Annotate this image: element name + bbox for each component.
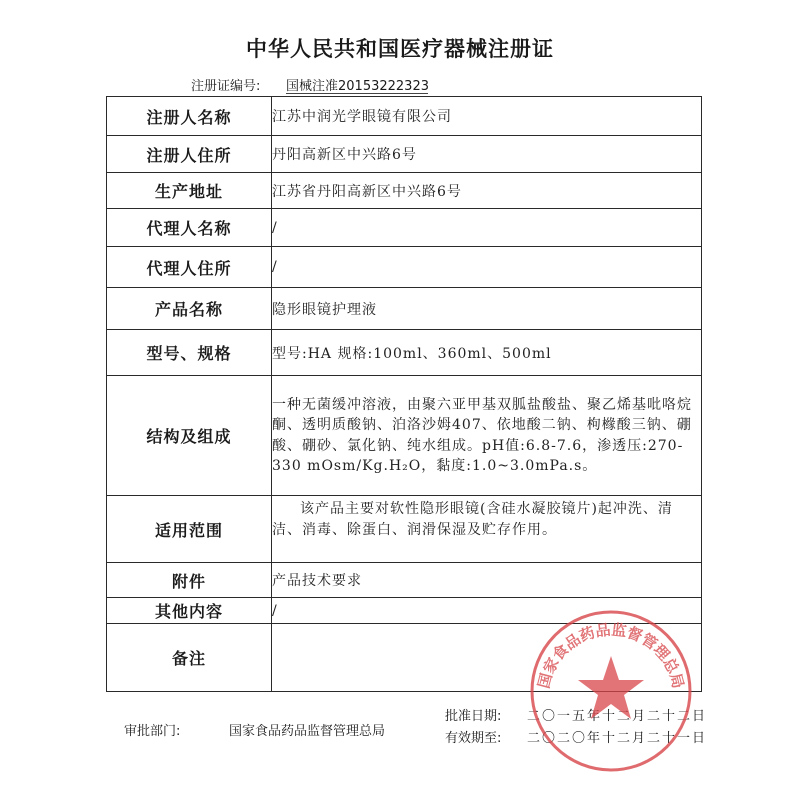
row-label: 其他内容 (107, 598, 272, 624)
seal-text: 国家食品药品监督管理总局 (534, 620, 688, 691)
row-label: 附件 (107, 563, 272, 598)
table-row (107, 376, 702, 496)
approval-date-label: 批准日期: (445, 709, 502, 724)
registration-number: 国械注准20153222323 (286, 79, 429, 94)
table-row (107, 247, 702, 288)
approval-dept: 国家食品药品监督管理总局 (229, 724, 386, 739)
row-value: / (272, 247, 702, 288)
table-row (107, 330, 702, 376)
valid-until: 二〇二〇年十二月二十一日 (527, 731, 708, 746)
row-value: 丹阳高新区中兴路6号 (272, 136, 702, 173)
row-label: 结构及组成 (107, 376, 272, 496)
row-value: / (272, 209, 702, 247)
row-label: 代理人名称 (107, 209, 272, 247)
row-label: 产品名称 (107, 288, 272, 330)
approval-date: 二〇一五年十二月二十二日 (527, 709, 708, 724)
row-label: 型号、规格 (107, 330, 272, 376)
table-row (107, 97, 702, 136)
row-label: 适用范围 (107, 496, 272, 563)
table-row (107, 496, 702, 563)
registration-table (106, 96, 702, 692)
official-seal (528, 608, 694, 774)
row-value: 江苏省丹阳高新区中兴路6号 (272, 173, 702, 209)
valid-until-label: 有效期至: (445, 731, 502, 746)
certificate-title: 中华人民共和国医疗器械注册证 (246, 37, 554, 61)
row-label: 生产地址 (107, 173, 272, 209)
table-row (107, 288, 702, 330)
row-value: 产品技术要求 (272, 563, 702, 598)
row-value: 隐形眼镜护理液 (272, 288, 702, 330)
registration-number-label: 注册证编号: (191, 79, 261, 94)
row-value: / (272, 598, 702, 624)
seal-star (578, 656, 644, 719)
row-label: 代理人住所 (107, 247, 272, 288)
row-value: 该产品主要对软性隐形眼镜(含硅水凝胶镜片)起冲洗、清洁、消毒、除蛋白、润滑保湿及贮存作用。 (272, 501, 673, 538)
approval-dept-label: 审批部门: (124, 724, 181, 739)
table-row (107, 209, 702, 247)
row-value-cell (272, 496, 702, 563)
row-label: 注册人住所 (107, 136, 272, 173)
row-label: 注册人名称 (107, 97, 272, 136)
row-value: 江苏中润光学眼镜有限公司 (272, 97, 702, 136)
table-row (107, 173, 702, 209)
row-value: 型号:HA 规格:100ml、360ml、500ml (272, 330, 702, 376)
registration-underline (286, 93, 428, 94)
row-value: 一种无菌缓冲溶液，由聚六亚甲基双胍盐酸盐、聚乙烯基吡咯烷酮、透明质酸钠、泊洛沙姆407、依地酸二钠、枸橼酸三钠、硼酸、硼砂、氯化钠、纯水组成。pH值:6.8-7.6，渗透压:270-330 mOsm/Kg.H₂O，黏度:1.0~3.0mPa.s。 (272, 376, 702, 496)
row-label: 备注 (107, 624, 272, 692)
table-row (107, 136, 702, 173)
table-row (107, 563, 702, 598)
